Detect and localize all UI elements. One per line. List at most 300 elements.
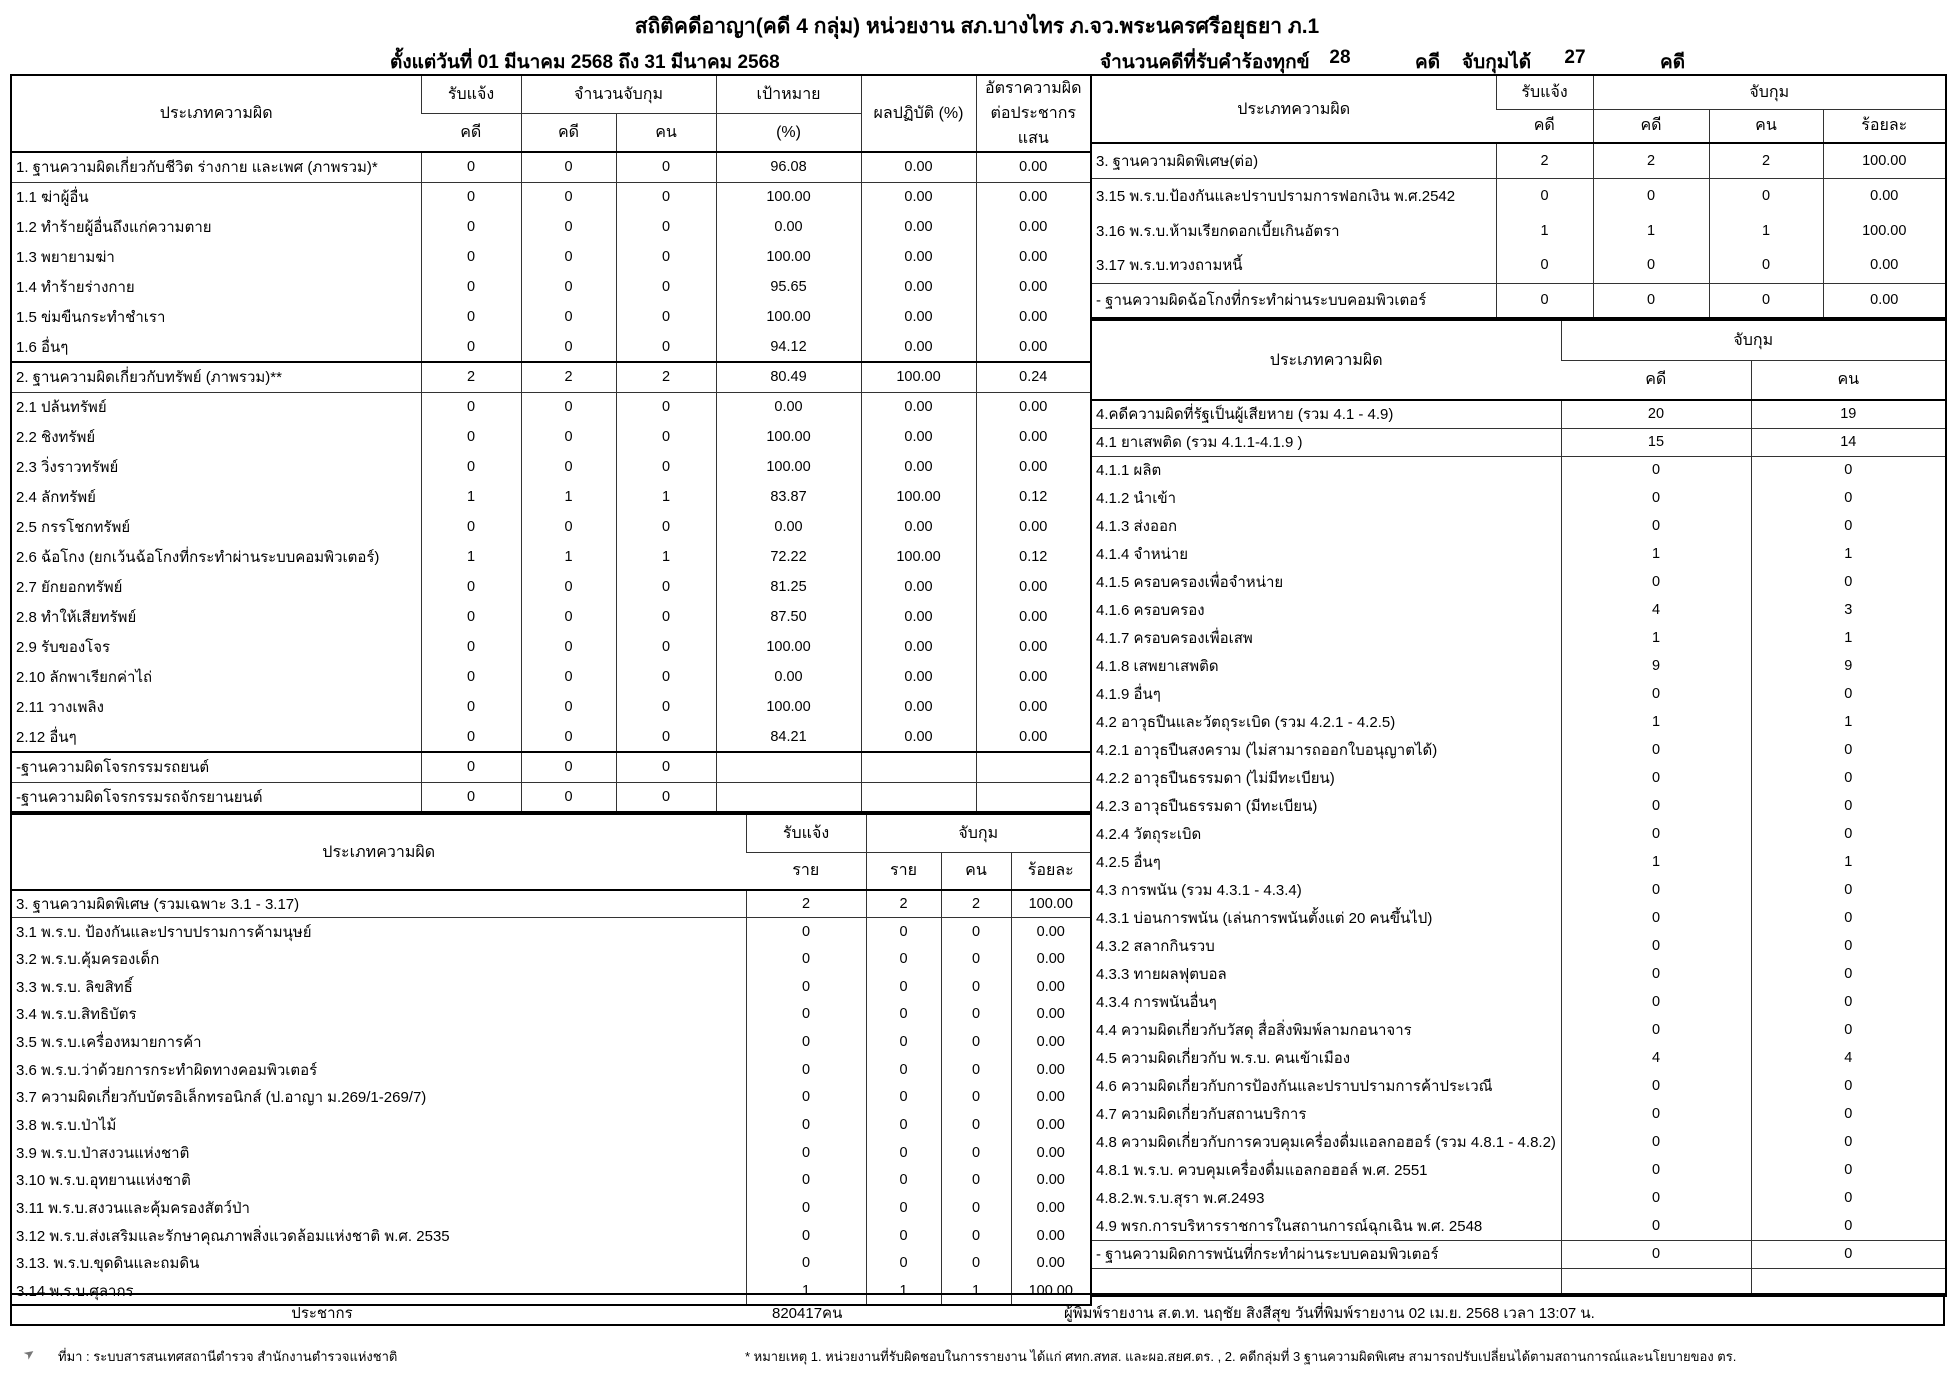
value-cell: 100.00: [716, 182, 861, 212]
offense-table-group-3: [10, 813, 1092, 1306]
table-row: [11, 918, 1091, 946]
table-row: [1091, 1268, 1946, 1296]
value-cell: 0: [866, 1167, 941, 1195]
value-cell: 0.00: [861, 422, 976, 452]
value-cell: 0: [941, 1111, 1011, 1139]
offense-label: 3.8 พ.ร.บ.ป่าไม้: [16, 1117, 117, 1135]
offense-label: 3.17 พ.ร.บ.ทวงถามหนี้: [1096, 257, 1243, 275]
header-rate-line2: ต่อประชากรแสน: [990, 105, 1076, 147]
table-row: [1091, 988, 1946, 1016]
value-cell: 0.00: [861, 692, 976, 722]
value-cell: 0: [616, 632, 716, 662]
value-cell: [976, 752, 1091, 782]
value-cell: 0.00: [976, 392, 1091, 422]
offense-label: 3.13. พ.ร.บ.ขุดดินและถมดิน: [16, 1255, 200, 1273]
value-cell: 0.00: [1011, 1028, 1091, 1056]
table-row: [1091, 1016, 1946, 1044]
value-cell: 0: [421, 302, 521, 332]
value-cell: 100.00: [716, 692, 861, 722]
value-cell: 83.87: [716, 482, 861, 512]
table-row: [1091, 1072, 1946, 1100]
value-cell: 0: [1496, 178, 1593, 213]
value-cell: 0.00: [1011, 1250, 1091, 1278]
table-row: [11, 752, 1091, 782]
value-cell: 0: [421, 452, 521, 482]
value-cell: 0: [1751, 820, 1946, 848]
offense-label: 3.14 พ.ร.บ.ศุลากร: [16, 1282, 134, 1300]
value-cell: 0: [616, 242, 716, 272]
date-range: ตั้งแต่วันที่ 01 มีนาคม 2568 ถึง 31 มีนาคม 2568: [390, 52, 780, 73]
value-cell: 0: [616, 572, 716, 602]
value-cell: 0: [616, 332, 716, 362]
table-row: [11, 782, 1091, 812]
value-cell: 0: [421, 782, 521, 812]
value-cell: 0: [1561, 1128, 1751, 1156]
value-cell: 0: [746, 1028, 866, 1056]
value-cell: 0: [616, 512, 716, 542]
footer-bar: [10, 1293, 1945, 1326]
value-cell: 0: [616, 392, 716, 422]
table-row: [1091, 904, 1946, 932]
offense-label: 4.2.4 วัตถุระเบิด: [1096, 826, 1202, 843]
value-cell: 100.00: [1011, 1277, 1091, 1305]
header-received-unit: คดี: [421, 114, 521, 153]
table-row: [1091, 456, 1946, 484]
value-cell: 0: [521, 692, 616, 722]
value-cell: 0: [866, 1111, 941, 1139]
offense-table-group-3-continued: [1090, 74, 1947, 319]
header-arrest-cases: คดี: [1593, 109, 1709, 143]
table-row: [11, 332, 1091, 362]
value-cell: 0: [616, 602, 716, 632]
value-cell: 1: [421, 482, 521, 512]
value-cell: 0: [1561, 1100, 1751, 1128]
value-cell: 0: [616, 182, 716, 212]
value-cell: 0: [1561, 988, 1751, 1016]
value-cell: 1: [1496, 213, 1593, 248]
offense-label: 3.2 พ.ร.บ.คุ้มครองเด็ก: [16, 951, 160, 969]
value-cell: 96.08: [716, 152, 861, 182]
offense-label: 3.7 ความผิดเกี่ยวกับบัตรอิเล็กทรอนิกส์ (ป.อาญา ม.269/1-269/7): [16, 1089, 427, 1107]
offense-label: 4.9 พรก.การบริหารราชการในสถานการณ์ฉุกเฉิน พ.ศ. 2548: [1096, 1217, 1483, 1235]
value-cell: 0: [616, 662, 716, 692]
value-cell: 0: [421, 422, 521, 452]
value-cell: 0.12: [976, 482, 1091, 512]
table-row: [11, 1250, 1091, 1278]
value-cell: 0: [421, 332, 521, 362]
value-cell: 0.00: [861, 392, 976, 422]
value-cell: 4: [1751, 1044, 1946, 1072]
value-cell: 0: [1751, 1100, 1946, 1128]
offense-label: 4.3.1 บ่อนการพนัน (เล่นการพนันตั้งแต่ 20 คนขึ้นไป): [1096, 910, 1433, 927]
value-cell: 0: [1593, 178, 1709, 213]
value-cell: 0.00: [1011, 945, 1091, 973]
table-row: [1091, 178, 1946, 213]
value-cell: 0.00: [861, 572, 976, 602]
value-cell: 0.00: [1011, 1111, 1091, 1139]
value-cell: 0: [521, 572, 616, 602]
subtitle-bar: [0, 43, 1954, 77]
value-cell: 0.00: [861, 272, 976, 302]
value-cell: 0: [1709, 248, 1823, 283]
offense-label: 4.1.2 นำเข้า: [1096, 490, 1177, 507]
table-row: [1091, 213, 1946, 248]
table-row: [11, 632, 1091, 662]
value-cell: 0: [521, 212, 616, 242]
table-row: [1091, 143, 1946, 178]
table-row: [11, 1056, 1091, 1084]
value-cell: 0: [1751, 512, 1946, 540]
table-row: [11, 152, 1091, 182]
offense-label: 4.2.1 อาวุธปืนสงคราม (ไม่สามารถออกใบอนุญาตได้): [1096, 742, 1438, 759]
value-cell: 0: [1561, 932, 1751, 960]
value-cell: 0: [1751, 1016, 1946, 1044]
value-cell: 2: [521, 362, 616, 392]
offense-label: 1.5 ข่มขืนกระทำชำเรา: [16, 309, 166, 326]
header-percent: ร้อยละ: [1011, 852, 1091, 890]
value-cell: 0: [941, 1001, 1011, 1029]
table-row: [11, 182, 1091, 212]
value-cell: 0: [941, 1028, 1011, 1056]
table-row: [11, 602, 1091, 632]
table-row: [11, 272, 1091, 302]
header-arrest-cases: คดี: [1561, 360, 1751, 400]
value-cell: 0.00: [976, 422, 1091, 452]
table-row: [11, 973, 1091, 1001]
value-cell: 0: [1561, 1016, 1751, 1044]
value-cell: 0.00: [976, 662, 1091, 692]
value-cell: 0.00: [861, 182, 976, 212]
table-row: [11, 512, 1091, 542]
value-cell: 0: [941, 1222, 1011, 1250]
offense-label: 2.10 ลักพาเรียกค่าไถ่: [16, 669, 153, 686]
header-received: รับแจ้ง: [421, 75, 521, 114]
header-received: รับแจ้ง: [746, 814, 866, 852]
value-cell: 0: [1561, 904, 1751, 932]
value-cell: 0.00: [1011, 918, 1091, 946]
value-cell: 0: [521, 632, 616, 662]
offense-label: 4.1.4 จำหน่าย: [1096, 546, 1189, 563]
offense-label: 2. ฐานความผิดเกี่ยวกับทรัพย์ (ภาพรวม)**: [11, 362, 421, 392]
header-arrest-cases: คดี: [521, 114, 616, 153]
arrested-value: 27: [1564, 47, 1586, 68]
value-cell: 0.00: [976, 302, 1091, 332]
table-header: [11, 75, 1091, 152]
source-note: ที่มา : ระบบสารสนเทศสถานีตำรวจ สำนักงานตำรวจแห่งชาติ: [58, 1349, 398, 1364]
value-cell: 1: [1751, 848, 1946, 876]
value-cell: 0: [521, 272, 616, 302]
table-body: [1091, 400, 1946, 1296]
value-cell: 0: [1561, 568, 1751, 596]
value-cell: 80.49: [716, 362, 861, 392]
table-row: [11, 1028, 1091, 1056]
value-cell: 0: [1751, 1184, 1946, 1212]
cursor-icon: ➤: [20, 1344, 38, 1363]
value-cell: 1: [421, 542, 521, 572]
value-cell: 0.00: [861, 662, 976, 692]
value-cell: 0.00: [976, 272, 1091, 302]
table-row: [11, 392, 1091, 422]
value-cell: 1: [1593, 213, 1709, 248]
offense-label: 3.12 พ.ร.บ.ส่งเสริมและรักษาคุณภาพสิ่งแวดล้อมแห่งชาติ พ.ศ. 2535: [16, 1227, 450, 1245]
value-cell: 0: [1751, 792, 1946, 820]
table-row: [1091, 820, 1946, 848]
value-cell: 2: [866, 890, 941, 918]
header-received: รับแจ้ง: [1496, 75, 1593, 109]
value-cell: 0: [1593, 248, 1709, 283]
table-row: [11, 1111, 1091, 1139]
value-cell: 0: [1561, 1240, 1751, 1268]
value-cell: 0: [941, 918, 1011, 946]
value-cell: 0: [941, 1250, 1011, 1278]
value-cell: 0: [421, 392, 521, 422]
value-cell: 0.00: [716, 512, 861, 542]
table-row: [1091, 708, 1946, 736]
offense-label: 4.คดีความผิดที่รัฐเป็นผู้เสียหาย (รวม 4.1 - 4.9): [1091, 400, 1561, 428]
value-cell: 0: [866, 1084, 941, 1112]
value-cell: 100.00: [861, 362, 976, 392]
value-cell: 0.00: [976, 602, 1091, 632]
value-cell: 0.00: [861, 302, 976, 332]
value-cell: 0: [1751, 932, 1946, 960]
offense-label: 4.1.1 ผลิต: [1096, 462, 1162, 480]
value-cell: 0: [616, 752, 716, 782]
value-cell: 0: [866, 1194, 941, 1222]
value-cell: 0: [1561, 764, 1751, 792]
value-cell: 0: [421, 752, 521, 782]
offense-label: 1. ฐานความผิดเกี่ยวกับชีวิต ร่างกาย และเพศ (ภาพรวม)*: [11, 152, 421, 182]
header-arrest-people: คน: [1751, 360, 1946, 400]
value-cell: 100.00: [716, 422, 861, 452]
value-cell: 0.00: [976, 692, 1091, 722]
value-cell: 0: [866, 918, 941, 946]
value-cell: 0: [521, 152, 616, 182]
value-cell: 0: [746, 918, 866, 946]
value-cell: 2: [616, 362, 716, 392]
header-arrest: จับกุม: [1561, 320, 1946, 360]
value-cell: 0.00: [716, 212, 861, 242]
value-cell: 0: [746, 1194, 866, 1222]
value-cell: 0: [421, 272, 521, 302]
value-cell: 94.12: [716, 332, 861, 362]
value-cell: 0: [521, 722, 616, 752]
value-cell: 0: [1561, 680, 1751, 708]
value-cell: 0: [421, 242, 521, 272]
offense-label: 2.7 ยักยอกทรัพย์: [16, 579, 123, 596]
offense-label: 2.8 ทำให้เสียทรัพย์: [16, 609, 137, 626]
value-cell: 0: [1561, 792, 1751, 820]
value-cell: 0: [866, 1001, 941, 1029]
value-cell: [861, 782, 976, 812]
value-cell: 0.00: [716, 392, 861, 422]
value-cell: 0: [616, 692, 716, 722]
value-cell: 0: [1751, 988, 1946, 1016]
value-cell: 0: [746, 1001, 866, 1029]
value-cell: 1: [1709, 213, 1823, 248]
offense-label: - ฐานความผิดการพนันที่กระทำผ่านระบบคอมพิวเตอร์: [1091, 1240, 1561, 1268]
table-row: [1091, 428, 1946, 456]
value-cell: 0: [941, 1056, 1011, 1084]
table-row: [1091, 960, 1946, 988]
table-row: [11, 1222, 1091, 1250]
table-row: [11, 1167, 1091, 1195]
value-cell: 0: [941, 973, 1011, 1001]
value-cell: 0: [1751, 456, 1946, 484]
value-cell: 100.00: [716, 452, 861, 482]
header-offense: ประเภทความผิด: [11, 75, 421, 152]
table-row: [1091, 568, 1946, 596]
value-cell: 0: [941, 945, 1011, 973]
value-cell: 2: [746, 890, 866, 918]
offense-label: 3.15 พ.ร.บ.ป้องกันและปราบปรามการฟอกเงิน พ.ศ.2542: [1096, 187, 1456, 205]
value-cell: 0: [866, 973, 941, 1001]
value-cell: 4: [1561, 596, 1751, 624]
table-header: [11, 814, 1091, 890]
value-cell: 2: [1496, 143, 1593, 178]
offense-label: 4.2 อาวุธปืนและวัตถุระเบิด (รวม 4.2.1 - 4.2.5): [1096, 714, 1396, 731]
value-cell: 0.00: [1823, 178, 1946, 213]
value-cell: [716, 752, 861, 782]
population-value: 820417คน: [772, 1305, 843, 1322]
arrest-unit: คดี: [1660, 52, 1686, 73]
table-row: [11, 1084, 1091, 1112]
value-cell: 0.00: [1011, 1139, 1091, 1167]
value-cell: 0: [616, 452, 716, 482]
value-cell: 0.00: [1011, 1001, 1091, 1029]
value-cell: 0.00: [861, 212, 976, 242]
table-row: [1091, 1128, 1946, 1156]
value-cell: 0: [1751, 1128, 1946, 1156]
value-cell: 95.65: [716, 272, 861, 302]
value-cell: 0: [866, 1139, 941, 1167]
value-cell: 0.00: [861, 242, 976, 272]
offense-label: 2.5 กรรโชกทรัพย์: [16, 519, 131, 536]
value-cell: 0: [746, 1084, 866, 1112]
value-cell: 0: [866, 1222, 941, 1250]
header-rate-line1: อัตราความผิด: [984, 80, 1082, 97]
table-row: [1091, 596, 1946, 624]
value-cell: 0: [421, 632, 521, 662]
table-row: [1091, 876, 1946, 904]
table-row: [11, 662, 1091, 692]
offense-label: 4.3 การพนัน (รวม 4.3.1 - 4.3.4): [1096, 882, 1302, 899]
table-body: [11, 152, 1091, 812]
value-cell: 0: [1561, 484, 1751, 512]
value-cell: 0: [746, 1056, 866, 1084]
value-cell: 0: [616, 422, 716, 452]
table-row: [1091, 1100, 1946, 1128]
value-cell: 0: [746, 945, 866, 973]
value-cell: 0: [1751, 764, 1946, 792]
page-title: สถิติคดีอาญา(คดี 4 กลุ่ม) หน่วยงาน สภ.บางไทร ภ.จว.พระนครศรีอยุธยา ภ.1: [634, 15, 1320, 38]
table-row: [11, 362, 1091, 392]
value-cell: 2: [1593, 143, 1709, 178]
value-cell: 0: [746, 1111, 866, 1139]
table-row: [1091, 512, 1946, 540]
table-row: [1091, 540, 1946, 568]
value-cell: 0.00: [976, 242, 1091, 272]
offense-label: - ฐานความผิดฉ้อโกงที่กระทำผ่านระบบคอมพิวเตอร์: [1091, 283, 1496, 318]
table-row: [1091, 283, 1946, 318]
value-cell: 1: [1561, 708, 1751, 736]
value-cell: 0: [1751, 904, 1946, 932]
value-cell: 19: [1751, 400, 1946, 428]
value-cell: 0: [521, 392, 616, 422]
value-cell: 0: [1709, 283, 1823, 318]
value-cell: 100.00: [861, 482, 976, 512]
value-cell: 0: [1751, 736, 1946, 764]
value-cell: 0: [866, 1028, 941, 1056]
offense-label: 3.10 พ.ร.บ.อุทยานแห่งชาติ: [16, 1172, 191, 1190]
value-cell: 0: [421, 692, 521, 722]
offense-label: 2.1 ปล้นทรัพย์: [16, 399, 107, 417]
value-cell: 1: [941, 1277, 1011, 1305]
offense-label: 4.8.2.พ.ร.บ.สุรา พ.ศ.2493: [1096, 1190, 1265, 1207]
value-cell: 0: [421, 572, 521, 602]
offense-label: 4.3.2 สลากกินรวบ: [1096, 938, 1215, 955]
value-cell: 0.00: [1011, 973, 1091, 1001]
value-cell: 0: [1751, 484, 1946, 512]
table-row: [1091, 1184, 1946, 1212]
value-cell: 1: [1561, 540, 1751, 568]
value-cell: 0: [866, 1056, 941, 1084]
table-row: [11, 482, 1091, 512]
table-row: [11, 945, 1091, 973]
table-header: [1091, 320, 1946, 400]
value-cell: 1: [1751, 540, 1946, 568]
value-cell: 0.00: [861, 452, 976, 482]
value-cell: 0: [616, 212, 716, 242]
value-cell: 0: [421, 602, 521, 632]
header-arrest: จับกุม: [866, 814, 1091, 852]
value-cell: 0.24: [976, 362, 1091, 392]
value-cell: 0.00: [861, 512, 976, 542]
table-row: [11, 572, 1091, 602]
table-row: [11, 722, 1091, 752]
value-cell: 0: [1751, 876, 1946, 904]
offense-label: 3.1 พ.ร.บ. ป้องกันและปราบปรามการค้ามนุษย์: [16, 923, 312, 941]
offense-label: 2.2 ชิงทรัพย์: [16, 429, 96, 446]
value-cell: 0: [521, 782, 616, 812]
value-cell: 0: [1561, 456, 1751, 484]
offense-label: 2.4 ลักทรัพย์: [16, 489, 96, 506]
value-cell: 0: [521, 752, 616, 782]
value-cell: 0: [1496, 283, 1593, 318]
value-cell: 0: [941, 1084, 1011, 1112]
value-cell: 0: [866, 1250, 941, 1278]
value-cell: 0.00: [861, 722, 976, 752]
value-cell: 72.22: [716, 542, 861, 572]
value-cell: 0: [421, 152, 521, 182]
value-cell: 0: [1561, 820, 1751, 848]
table-row: [1091, 624, 1946, 652]
value-cell: 0: [521, 512, 616, 542]
table-row: [11, 212, 1091, 242]
value-cell: 0: [1751, 1156, 1946, 1184]
value-cell: 0: [421, 512, 521, 542]
value-cell: 2: [421, 362, 521, 392]
value-cell: 100.00: [861, 542, 976, 572]
table-row: [11, 422, 1091, 452]
value-cell: 1: [1561, 624, 1751, 652]
value-cell: 1: [1751, 624, 1946, 652]
arrested-label: จับกุมได้: [1462, 52, 1532, 73]
value-cell: 0: [746, 1139, 866, 1167]
offense-label: 4.6 ความผิดเกี่ยวกับการป้องกันและปราบปรามการค้าประเวณี: [1096, 1078, 1493, 1095]
value-cell: 0: [1593, 283, 1709, 318]
header-received-unit: ราย: [746, 852, 866, 890]
value-cell: 3: [1751, 596, 1946, 624]
